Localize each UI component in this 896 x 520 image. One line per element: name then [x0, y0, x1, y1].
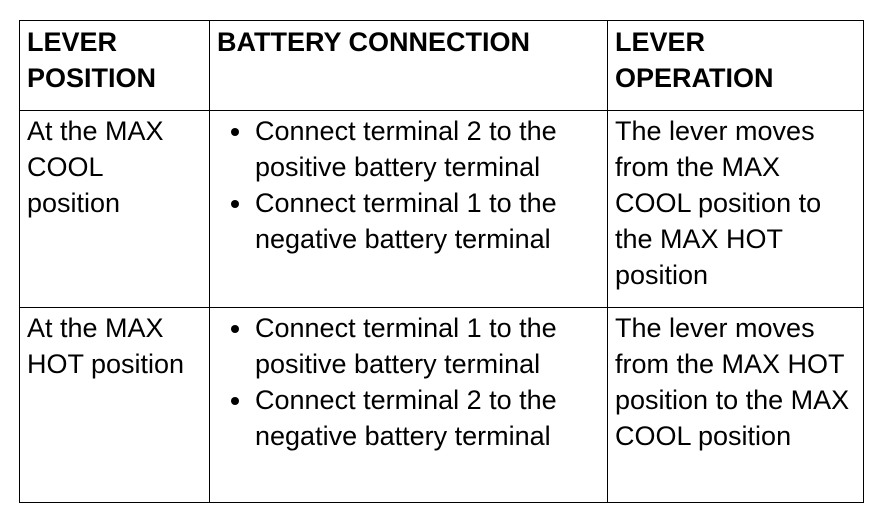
lever-operation-cell — [608, 111, 864, 308]
lever-position-cell — [20, 111, 210, 308]
lever-operation-cell — [608, 308, 864, 503]
list-item: Connect terminal 2 to the positive battery terminal — [217, 113, 601, 185]
list-item: Connect terminal 2 to the negative battery terminal — [217, 382, 601, 454]
header-battery-connection: BATTERY CONNECTION — [210, 21, 608, 111]
battery-connection-cell — [210, 111, 608, 308]
table-row — [20, 111, 864, 308]
lever-operation-text: The lever moves from the MAX HOT position to the MAX COOL position — [615, 313, 850, 451]
lever-operation-table — [19, 20, 864, 503]
connection-list — [217, 310, 601, 454]
header-lever-operation: LEVER OPERATION — [608, 21, 864, 111]
lever-position-cell — [20, 308, 210, 503]
lever-operation-text: The lever moves from the MAX COOL position to the MAX HOT position — [615, 116, 822, 290]
lever-position-text: At the MAX COOL position — [27, 116, 164, 218]
list-item: Connect terminal 1 to the positive battery terminal — [217, 310, 601, 382]
table-row — [20, 308, 864, 503]
header-lever-position: LEVER POSITION — [20, 21, 210, 111]
list-item: Connect terminal 1 to the negative battery terminal — [217, 185, 601, 257]
connection-list — [217, 113, 601, 257]
battery-connection-cell — [210, 308, 608, 503]
table-header-row — [20, 21, 864, 111]
lever-position-text: At the MAX HOT position — [27, 313, 185, 379]
